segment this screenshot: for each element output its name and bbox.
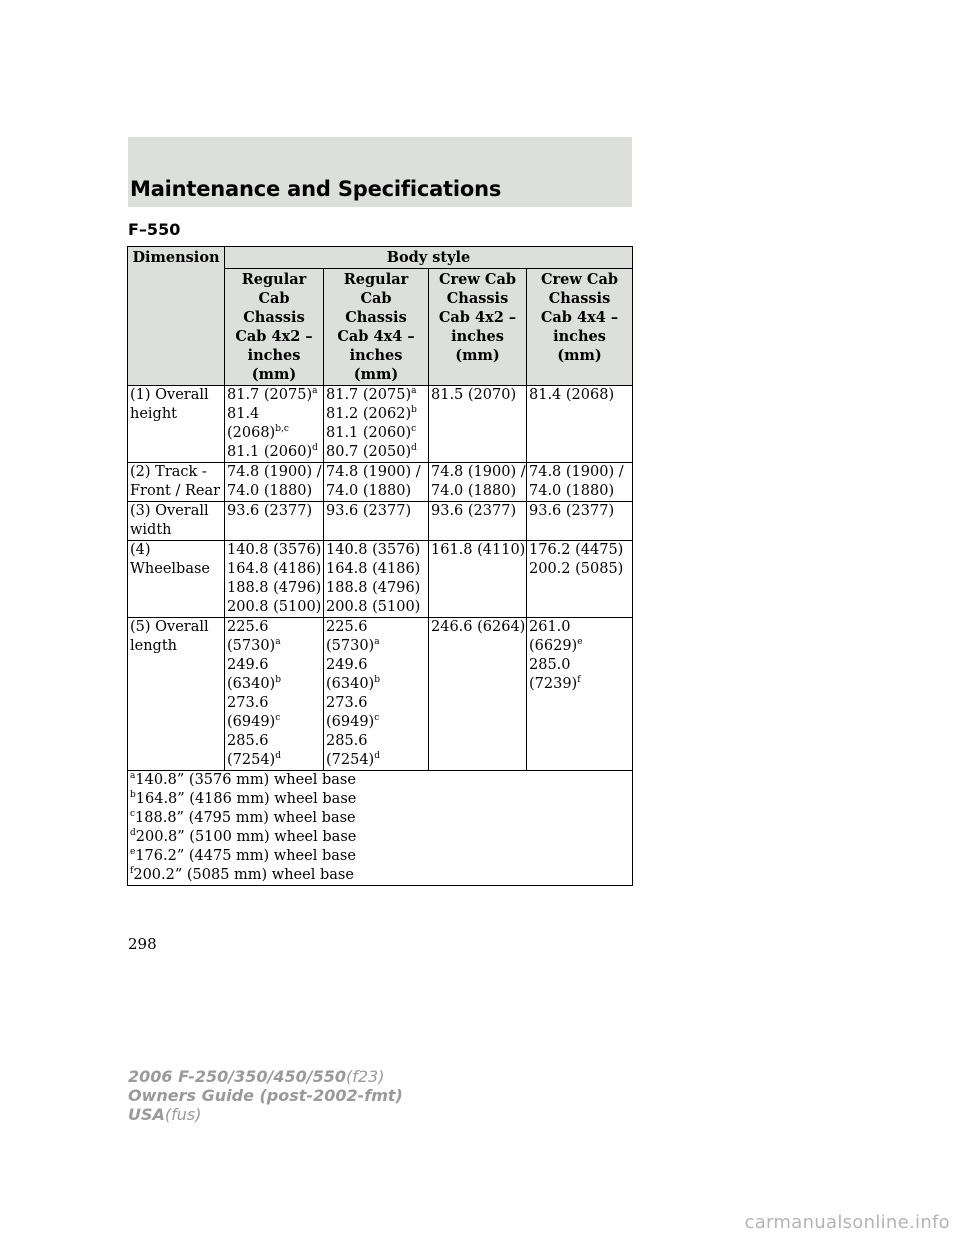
value-cell: 81.7 $(2075)^a$ 81.4 $(2068)^{b,c}$ 81.1 $(2060)^d$ [225, 386, 324, 463]
column-header: Regular Cab Chassis Cab 4x4 – inches (mm) [324, 269, 429, 386]
footnote-marker: d [275, 751, 281, 762]
footnote-marker: e [577, 637, 583, 648]
value-cell: 225.6 $(5730)^a$ 249.6 $(6340)^b$ 273.6 $(6949)^c$ 285.6 $(7254)^d$ [324, 618, 429, 771]
dimension-cell: (5) Overall length [128, 618, 225, 771]
body-style-header: Body style [225, 247, 633, 269]
footnote: $^e$176.2” (4475 mm) wheel base [130, 847, 356, 864]
footnotes-row [128, 771, 633, 886]
footnote-marker: d [411, 443, 417, 454]
table-row [128, 541, 633, 618]
value-cell: 93.6 (2377) [527, 502, 633, 541]
dimension-cell: (2) Track - Front / Rear [128, 463, 225, 502]
document-footer [128, 1067, 403, 1124]
footer-line-2: Owners Guide (post-2002-fmt) [128, 1086, 403, 1105]
value-cell: 74.8 (1900) / 74.0 (1880) [324, 463, 429, 502]
value-cell: 74.8 (1900) / 74.0 (1880) [527, 463, 633, 502]
value-cell: 81.4 (2068) [527, 386, 633, 463]
footnote-marker: f [577, 675, 581, 686]
value-cell: 225.6 $(5730)^a$ 249.6 $(6340)^b$ 273.6 $(6949)^c$ 285.6 $(7254)^d$ [225, 618, 324, 771]
footnote-marker: c [275, 713, 281, 724]
footnote: $^d$200.8” (5100 mm) wheel base [130, 828, 357, 845]
footnote-marker: a [312, 386, 318, 397]
footnote-marker: a [374, 637, 380, 648]
footnote-marker: d [374, 751, 380, 762]
table-row [128, 463, 633, 502]
page-header-title: Maintenance and Specifications [130, 177, 502, 201]
footer-line-1: 2006 F-250/350/450/550(f23) [128, 1067, 385, 1086]
footnote-marker: d [312, 443, 318, 454]
dimension-cell: (4) Wheelbase [128, 541, 225, 618]
table-row [128, 502, 633, 541]
footnote-marker: b [275, 675, 281, 686]
table-header-row [128, 247, 633, 269]
table-body [128, 386, 633, 886]
value-cell: 93.6 (2377) [429, 502, 527, 541]
footnote: $^f$200.2” (5085 mm) wheel base [130, 866, 354, 883]
value-cell: 74.8 (1900) / 74.0 (1880) [429, 463, 527, 502]
dimension-cell: (3) Overall width [128, 502, 225, 541]
value-cell: 261.0 $(6629)^e$ 285.0 $(7239)^f$ [527, 618, 633, 771]
specifications-table [127, 246, 633, 886]
page-number: 298 [128, 935, 157, 953]
dimension-header: Dimension [128, 247, 225, 386]
footnote-marker: a [411, 386, 417, 397]
column-header: Crew Cab Chassis Cab 4x4 – inches (mm) [527, 269, 633, 386]
value-cell: 140.8 (3576) 164.8 (4186) 188.8 (4796) 200.8 (5100) [324, 541, 429, 618]
value-cell: 246.6 (6264) [429, 618, 527, 771]
footnote-marker: b [374, 675, 380, 686]
section-title: F–550 [128, 220, 181, 239]
dimension-cell: (1) Overall height [128, 386, 225, 463]
footnote-marker: b,c [275, 424, 289, 435]
footnote: $^b$164.8” (4186 mm) wheel base [130, 790, 357, 807]
value-cell: 93.6 (2377) [225, 502, 324, 541]
value-cell: 81.5 (2070) [429, 386, 527, 463]
footnote-marker: b [411, 405, 417, 416]
value-cell: 81.7 $(2075)^a$ 81.2 $(2062)^b$ 81.1 $(2060)^c$ 80.7 $(2050)^d$ [324, 386, 429, 463]
value-cell: 176.2 (4475) 200.2 (5085) [527, 541, 633, 618]
column-header: Crew Cab Chassis Cab 4x2 – inches (mm) [429, 269, 527, 386]
table-row [128, 386, 633, 463]
footnote: $^a$140.8” (3576 mm) wheel base [130, 771, 356, 788]
watermark: carmanualsonline.info [744, 1212, 950, 1233]
footnotes-cell [128, 771, 633, 886]
table-row [128, 618, 633, 771]
footnote-marker: a [275, 637, 281, 648]
column-header: Regular Cab Chassis Cab 4x2 – inches (mm) [225, 269, 324, 386]
footer-line-3: USA(fus) [128, 1105, 202, 1124]
value-cell: 74.8 (1900) / 74.0 (1880) [225, 463, 324, 502]
footnote-marker: c [374, 713, 380, 724]
footnote: $^c$188.8” (4795 mm) wheel base [130, 809, 356, 826]
value-cell: 93.6 (2377) [324, 502, 429, 541]
value-cell: 161.8 (4110) [429, 541, 527, 618]
value-cell: 140.8 (3576) 164.8 (4186) 188.8 (4796) 200.8 (5100) [225, 541, 324, 618]
footnote-marker: c [411, 424, 417, 435]
